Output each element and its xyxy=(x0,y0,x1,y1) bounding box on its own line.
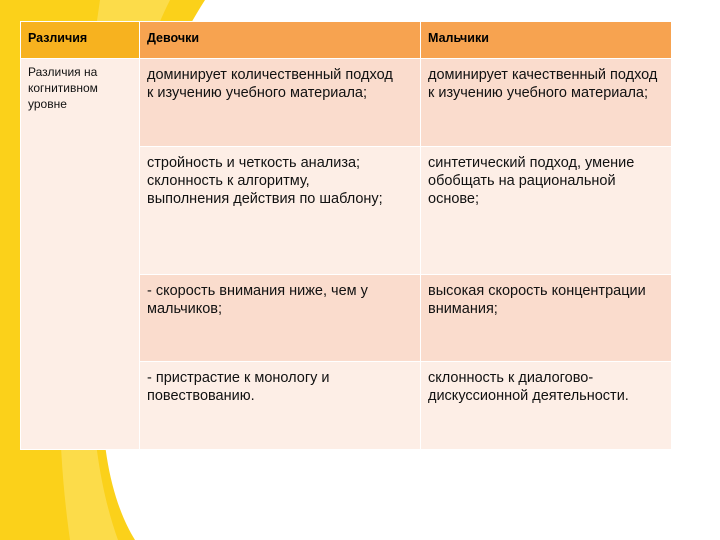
girls-cell xyxy=(140,147,421,275)
boys-text: склонность к диалогово-дискуссионной деятельности. xyxy=(428,370,629,404)
boys-cell xyxy=(421,147,672,275)
boys-cell xyxy=(421,275,672,362)
header-girls: Девочки xyxy=(140,22,421,59)
boys-cell xyxy=(421,362,672,450)
table-row xyxy=(21,59,672,147)
header-boys: Мальчики xyxy=(421,22,672,59)
girls-text: - пристрастие к монологу и повествованию. xyxy=(147,370,330,404)
boys-cell xyxy=(421,59,672,147)
category-cell: Различия на когнитивном уровне xyxy=(21,59,140,450)
girls-text: доминирует количественный подход к изучению учебного материала; xyxy=(147,67,393,101)
table-header-row xyxy=(21,22,672,59)
girls-cell xyxy=(140,362,421,450)
girls-cell xyxy=(140,59,421,147)
boys-text: высокая скорость концентрации внимания; xyxy=(428,283,646,317)
girls-cell xyxy=(140,275,421,362)
header-differences: Различия xyxy=(21,22,140,59)
boys-text: доминирует качественный подход к изучению учебного материала; xyxy=(428,67,658,101)
comparison-table xyxy=(20,21,672,450)
girls-text: - скорость внимания ниже, чем у мальчиков; xyxy=(147,283,368,317)
girls-text: стройность и четкость анализа; склонность к алгоритму, выполнения действия по шаблону; xyxy=(147,155,383,207)
boys-text: синтетический подход, умение обобщать на рациональной основе; xyxy=(428,155,635,207)
